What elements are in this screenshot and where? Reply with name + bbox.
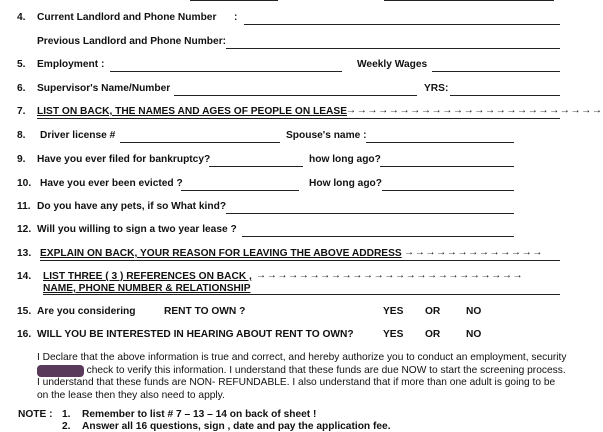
q10-howlong-label: How long ago? <box>309 178 382 189</box>
q9-number: 9. <box>17 154 26 165</box>
q16-number: 16. <box>17 329 32 340</box>
q12-label: Will you willing to sign a two year lease ? <box>37 224 237 235</box>
q6-yrs-field[interactable] <box>450 95 560 96</box>
q6-label: Supervisor's Name/Number <box>37 83 171 94</box>
q5-wages-label: Weekly Wages <box>357 59 428 70</box>
q10-label: Have you ever been evicted ? <box>40 178 183 189</box>
q4-field[interactable] <box>244 24 560 25</box>
q11-label: Do you have any pets, if so What kind? <box>37 201 227 212</box>
q5-number: 5. <box>17 59 26 70</box>
note-item-2-number: 2. <box>62 421 71 432</box>
q12-lease-field[interactable] <box>242 236 514 237</box>
q16-no-option[interactable]: NO <box>466 329 482 340</box>
q13-underline <box>40 260 560 261</box>
top-line-left <box>190 0 278 1</box>
declaration-paragraph <box>37 352 567 402</box>
q8-spouse-field[interactable] <box>366 142 514 143</box>
note-item-1-number: 1. <box>62 409 71 420</box>
q4b-label: Previous Landlord and Phone Number: <box>37 36 227 47</box>
q8-license-field[interactable] <box>120 142 280 143</box>
q6-number: 6. <box>17 83 26 94</box>
q16-label: WILL YOU BE INTERESTED IN HEARING ABOUT RENT TO OWN? <box>37 329 354 340</box>
declaration-part1: I Declare that the above information is true and correct, and hereby authorize you to conduct an employment, security <box>37 352 567 363</box>
q16-or: OR <box>425 329 441 340</box>
q8-number: 8. <box>17 130 26 141</box>
declaration-part2: check to verify this information. I understand that these funds are due NOW to start the screening process. I understand that these funds are NON- REFUNDABLE. I also understand that if more than one adult is going to be on the lease then they also need to apply. <box>37 364 566 401</box>
q8-spouse-label: Spouse's name : <box>286 130 367 141</box>
q14-arrows: →→→→→→→→→→→→→→→→→→→→→→→→→ <box>256 270 524 281</box>
q9-howlong-field[interactable] <box>380 166 514 167</box>
q7-underline <box>37 118 560 119</box>
declaration-smudge: and credit <box>38 364 83 376</box>
q4-colon: : <box>234 12 238 23</box>
q15-label: Are you considering <box>37 306 136 317</box>
q7-arrows: →→→→→→→→→→→→→→→→→→→→→→→→ <box>346 105 603 116</box>
q7-number: 7. <box>17 106 26 117</box>
q6-supervisor-field[interactable] <box>174 95 417 96</box>
q15-number: 15. <box>17 306 32 317</box>
q9-label: Have you ever filed for bankruptcy? <box>37 154 211 165</box>
q14-number: 14. <box>17 271 32 282</box>
q6-yrs-label: YRS: <box>424 83 449 94</box>
q11-pets-field[interactable] <box>226 213 514 214</box>
q15-no-option[interactable]: NO <box>466 306 482 317</box>
q15-or: OR <box>425 306 441 317</box>
q14-label: LIST THREE ( 3 ) REFERENCES ON BACK , <box>43 271 252 282</box>
q5-wages-field[interactable] <box>432 71 560 72</box>
q4-number: 4. <box>17 12 26 23</box>
top-line-right <box>384 0 554 1</box>
note-item-2-text: Answer all 16 questions, sign , date and pay the application fee. <box>82 421 391 432</box>
q13-number: 13. <box>17 248 32 259</box>
q14-underline <box>43 294 560 295</box>
q14-label-line2: NAME, PHONE NUMBER & RELATIONSHIP <box>43 283 251 294</box>
q5-label: Employment : <box>37 59 105 70</box>
note-label: NOTE : <box>18 409 53 420</box>
q15-rent-to-own: RENT TO OWN ? <box>164 306 246 317</box>
q13-arrows: →→→→→→→→→→→→→ <box>404 247 543 258</box>
q9-howlong-label: how long ago? <box>309 154 381 165</box>
q15-yes-option[interactable]: YES <box>383 306 404 317</box>
q16-yes-option[interactable]: YES <box>383 329 404 340</box>
q10-howlong-field[interactable] <box>382 190 514 191</box>
q12-number: 12. <box>17 224 32 235</box>
q5-employment-field[interactable] <box>110 71 342 72</box>
q11-number: 11. <box>17 201 31 212</box>
q8-label: Driver license # <box>40 130 116 141</box>
q13-label: EXPLAIN ON BACK, YOUR REASON FOR LEAVING THE ABOVE ADDRESS <box>40 248 402 259</box>
q10-number: 10. <box>17 178 32 189</box>
q10-evicted-field[interactable] <box>181 190 299 191</box>
q7-label: LIST ON BACK, THE NAMES AND AGES OF PEOPLE ON LEASE <box>37 106 347 117</box>
note-item-1-text: Remember to list # 7 – 13 – 14 on back of sheet ! <box>82 409 317 420</box>
q4-label: Current Landlord and Phone Number <box>37 12 217 23</box>
q4b-field[interactable] <box>226 48 560 49</box>
q9-bankruptcy-field[interactable] <box>209 166 303 167</box>
